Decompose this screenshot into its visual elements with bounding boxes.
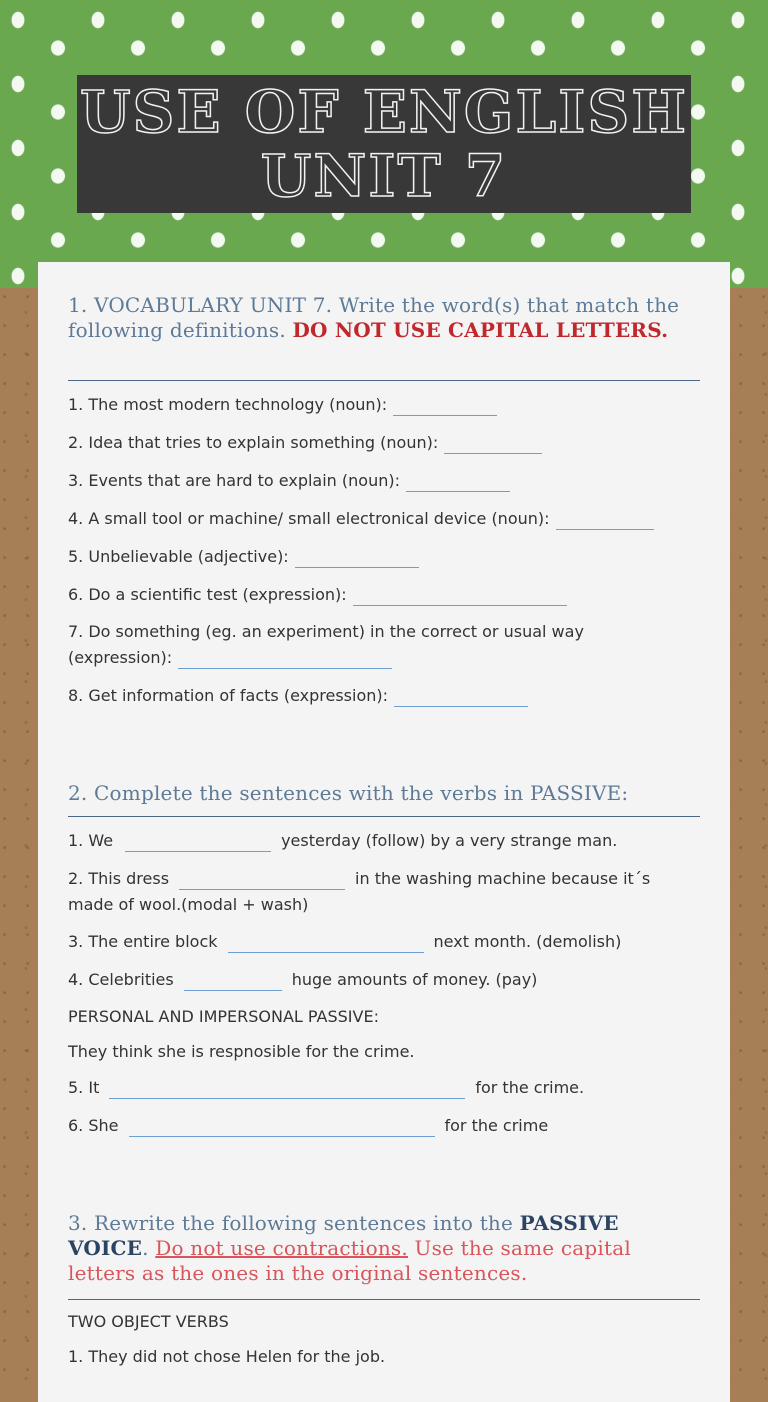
s2-item-6 [68,1113,700,1139]
section-1-divider [68,380,700,381]
s2-prompt-sentence: They think she is respnosible for the crime. [68,1042,415,1061]
section-1-heading-text: 1. VOCABULARY UNIT 7. Write the word(s) that match the following definitions. [68,293,680,342]
s2-item-2-text-b: in the washing machine because it´s [355,869,651,888]
s2-item-2 [68,866,700,892]
s2-answer-6[interactable] [129,1116,435,1137]
title-line-1: USE OF ENGLISH [79,78,689,146]
s2-item-1-text-a: 1. We [68,831,114,850]
s1-answer-3[interactable] [406,471,510,492]
s1-item-7-text: 7. Do something (eg. an experiment) in the correct or usual way [68,622,584,641]
s2-item-1-text-b: yesterday (follow) by a very strange man. [281,831,618,850]
s2-item-2-text-a: 2. This dress [68,869,170,888]
worksheet-card [38,262,730,1402]
s2-answer-3[interactable] [228,932,424,953]
s1-answer-6[interactable] [353,585,567,606]
section-3-heading-emphasis: PASSIVE VOICE [68,1211,619,1260]
s2-item-4-text-a: 4. Celebrities [68,970,174,989]
s2-item-3-text-a: 3. The entire block [68,932,218,951]
s1-answer-2[interactable] [444,433,542,454]
s2-item-5 [68,1075,700,1101]
s1-item-3-text: 3. Events that are hard to explain (noun): [68,471,400,490]
s2-item-6-text-a: 6. She [68,1116,119,1135]
s2-answer-2[interactable] [179,869,345,890]
section-1-heading-warning: DO NOT USE CAPITAL LETTERS. [292,318,669,342]
title-line-2: UNIT 7 [260,142,508,210]
s1-answer-7[interactable] [178,648,392,669]
s1-item-7 [68,619,700,645]
s1-item-8-text: 8. Get information of facts (expression): [68,686,388,705]
s2-subheading: PERSONAL AND IMPERSONAL PASSIVE: [68,1007,379,1026]
s2-answer-1[interactable] [125,831,271,852]
s3-subheading: TWO OBJECT VERBS [68,1312,229,1331]
section-3-heading-c: . [142,1236,156,1260]
s1-answer-1[interactable] [393,395,497,416]
s1-item-5 [68,544,700,570]
s1-answer-4[interactable] [556,509,654,530]
s2-item-5-text-b: for the crime. [475,1078,585,1097]
s1-item-6 [68,582,700,608]
s1-item-8 [68,683,700,709]
s2-item-4 [68,967,700,993]
section-3-heading-note: Use the same capital letters as the ones in the original sentences. [68,1236,631,1285]
s2-answer-4[interactable] [184,970,282,991]
s1-item-4-text: 4. A small tool or machine/ small electronical device (noun): [68,509,550,528]
s1-item-6-text: 6. Do a scientific test (expression): [68,585,347,604]
s1-item-7-text-cont: (expression): [68,648,173,667]
s1-item-1 [68,392,700,418]
s1-answer-8[interactable] [394,686,528,707]
section-3-heading-a: 3. Rewrite the following sentences into the [68,1211,520,1235]
s1-item-7-cont [68,645,700,671]
s2-item-4-text-b: huge amounts of money. (pay) [291,970,538,989]
section-2-heading-text: 2. Complete the sentences with the verbs in PASSIVE: [68,781,629,805]
s2-item-5-text-a: 5. It [68,1078,100,1097]
s1-answer-5[interactable] [295,547,419,568]
s3-item-1: 1. They did not chose Helen for the job. [68,1347,386,1366]
s1-item-2 [68,430,700,456]
s1-item-4 [68,506,700,532]
s2-item-3 [68,929,700,955]
worksheet-title [77,75,691,213]
s1-item-2-text: 2. Idea that tries to explain something (noun): [68,433,439,452]
s1-item-1-text: 1. The most modern technology (noun): [68,395,388,414]
s1-item-5-text: 5. Unbelievable (adjective): [68,547,289,566]
section-3-heading [68,1211,700,1286]
section-2-heading [68,781,700,806]
s2-item-6-text-b: for the crime [444,1116,549,1135]
section-2-divider [68,816,700,817]
section-3-heading-warning: Do not use contractions. [155,1236,408,1260]
s2-item-2-text-c: made of wool.(modal + wash) [68,895,309,914]
s2-item-3-text-b: next month. (demolish) [433,932,622,951]
section-1-heading [68,293,700,343]
s2-item-2-cont [68,892,700,918]
s2-item-1 [68,828,700,854]
s1-item-3 [68,468,700,494]
section-3-divider [68,1299,700,1300]
s2-answer-5[interactable] [109,1078,465,1099]
